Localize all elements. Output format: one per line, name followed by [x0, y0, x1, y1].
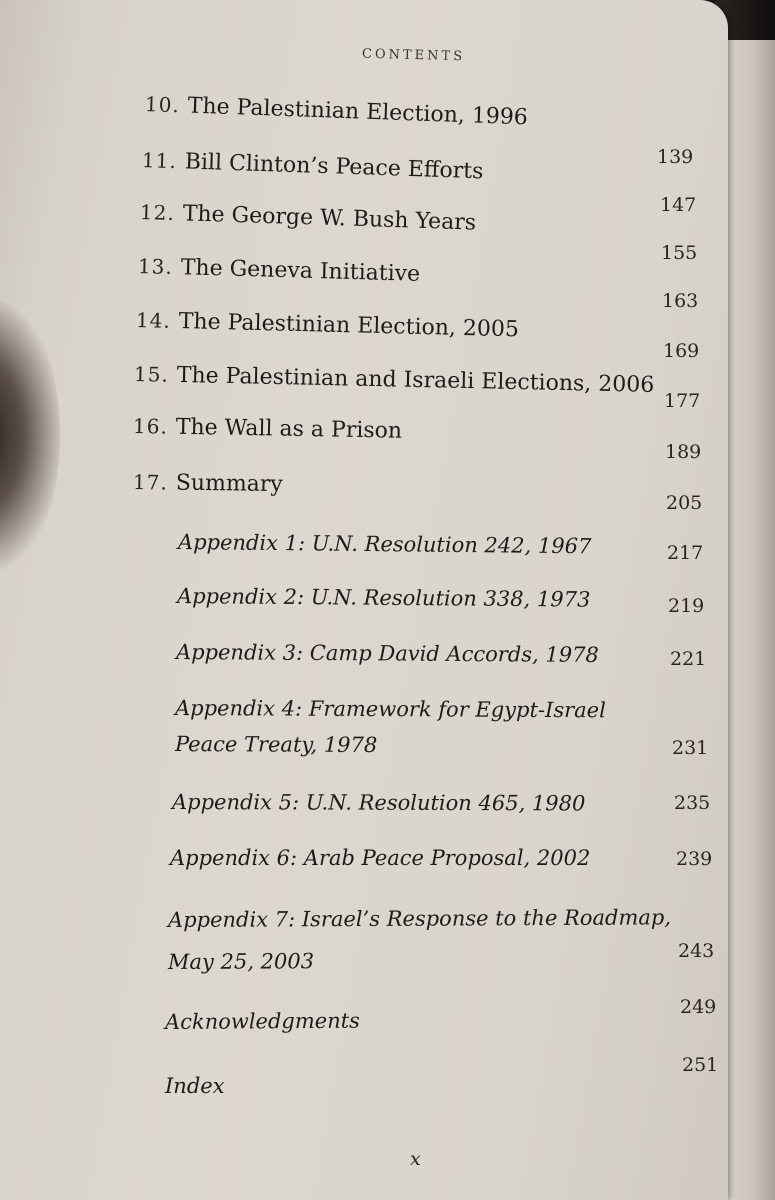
- chapter-entry-12: [140, 200, 477, 236]
- chapter-number: 14.: [135, 308, 172, 333]
- chapter-entry-14: [136, 308, 520, 342]
- appendix-entry-6: [170, 846, 590, 870]
- acknowledgments-entry: [165, 1009, 360, 1034]
- page-number: 139: [657, 146, 694, 168]
- page-folio: x: [410, 1148, 421, 1170]
- chapter-entry-15: [134, 362, 655, 398]
- chapter-number: 15.: [133, 362, 170, 387]
- page-number: 219: [668, 595, 705, 617]
- appendix-entry-4: [175, 696, 606, 722]
- appendix-entry-3: [176, 640, 599, 667]
- chapter-entry-16: [133, 414, 403, 444]
- appendix-title: Appendix 5: U.N. Resolution 465, 1980: [171, 790, 586, 816]
- chapter-entry-17: [133, 470, 283, 497]
- chapter-title: The Wall as a Prison: [175, 414, 403, 444]
- appendix-entry-1: [178, 530, 592, 558]
- chapter-number: 17.: [132, 470, 168, 495]
- chapter-number: 12.: [139, 200, 176, 226]
- page-number: 217: [667, 542, 704, 564]
- page-number: 221: [670, 648, 707, 670]
- index-title: Index: [165, 1074, 225, 1098]
- appendix-title: Appendix 1: U.N. Resolution 242, 1967: [177, 530, 592, 559]
- appendix-title: Appendix 6: Arab Peace Proposal, 2002: [170, 846, 591, 870]
- chapter-entry-11: [142, 148, 484, 184]
- appendix-title: Appendix 4: Framework for Egypt-Israel: [174, 696, 606, 723]
- appendix-title: Appendix 2: U.N. Resolution 338, 1973: [176, 584, 591, 612]
- chapter-title: Bill Clinton’s Peace Efforts: [184, 149, 484, 185]
- chapter-number: 13.: [137, 254, 174, 279]
- page-number: 155: [661, 242, 698, 264]
- running-head: CONTENTS: [361, 46, 466, 65]
- chapter-number: 10.: [144, 92, 181, 118]
- chapter-title: The George W. Bush Years: [182, 201, 477, 236]
- appendix-title: Appendix 7: Israel’s Response to the Roadmap,: [167, 905, 672, 932]
- page-number: 251: [682, 1054, 719, 1076]
- appendix-entry-7-continued: [168, 949, 314, 974]
- appendix-entry-5: [172, 790, 585, 815]
- chapter-title: Summary: [175, 470, 284, 498]
- chapter-title: The Palestinian and Israeli Elections, 2006: [176, 362, 655, 398]
- page-number: 177: [664, 390, 701, 412]
- page-number: 147: [660, 194, 697, 216]
- appendix-entry-4-continued: [175, 732, 377, 757]
- page-number: 231: [672, 737, 709, 759]
- page-number: 169: [663, 340, 700, 362]
- chapter-title: The Geneva Initiative: [180, 255, 421, 287]
- page-number: 243: [678, 940, 715, 962]
- appendix-title-continued: May 25, 2003: [167, 949, 315, 974]
- chapter-entry-10: [145, 92, 529, 130]
- appendix-entry-7: [168, 905, 671, 932]
- chapter-entry-13: [138, 254, 421, 287]
- chapter-number: 16.: [132, 414, 169, 439]
- appendix-entry-2: [177, 584, 591, 612]
- page-number: 189: [665, 441, 702, 463]
- page-number: 239: [676, 848, 713, 870]
- chapter-title: The Palestinian Election, 1996: [187, 93, 529, 131]
- appendix-title-continued: Peace Treaty, 1978: [174, 732, 378, 758]
- page-number: 249: [680, 996, 717, 1018]
- underlying-page-edge: [725, 40, 775, 1200]
- chapter-number: 11.: [141, 148, 178, 174]
- acknowledgments-title: Acknowledgments: [164, 1008, 360, 1034]
- page-number: 205: [666, 492, 703, 514]
- page-number: 163: [662, 290, 699, 312]
- page-number: 235: [674, 792, 711, 814]
- chapter-title: The Palestinian Election, 2005: [178, 309, 520, 343]
- appendix-title: Appendix 3: Camp David Accords, 1978: [175, 640, 599, 667]
- index-entry: [165, 1074, 225, 1098]
